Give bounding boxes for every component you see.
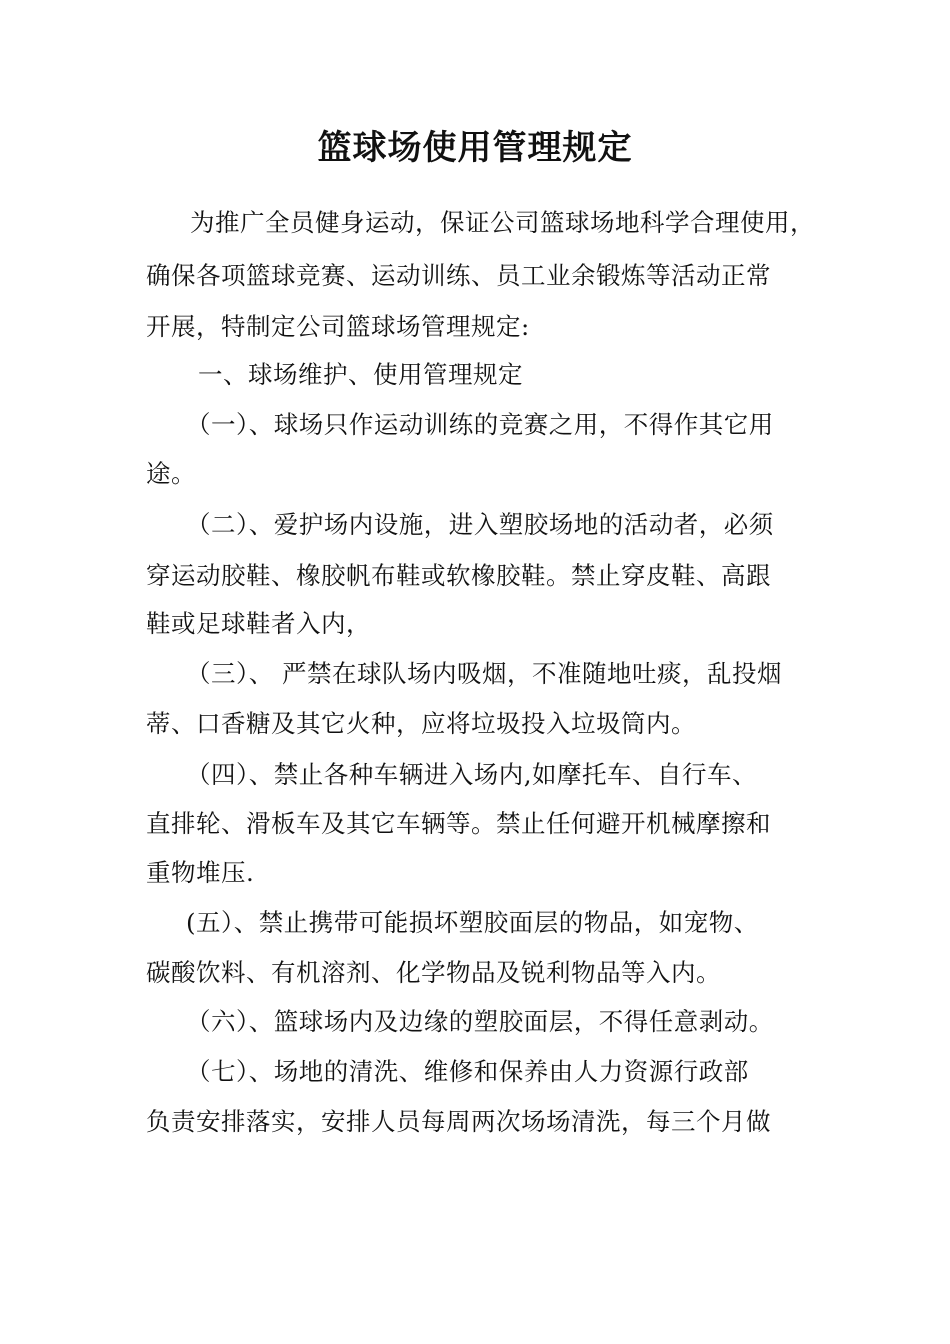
paragraph-intro-line-1: 为推广全员健身运动，保证公司篮球场地科学合理使用， [190, 208, 815, 237]
rule-3-line-1: （三）、 严禁在球队场内吸烟，不准随地吐痰，乱投烟 [186, 659, 783, 688]
rule-4-line-3: 重物堆压. [146, 858, 255, 887]
rule-1-line-2: 途。 [146, 459, 196, 488]
rule-4-line-2: 直排轮、滑板车及其它车辆等。禁止任何避开机械摩擦和 [146, 809, 771, 838]
rule-2-line-1: （二）、爱护场内设施，进入塑胶场地的活动者，必须 [186, 510, 774, 539]
section-heading-1: 一、球场维护、使用管理规定 [198, 360, 523, 389]
rule-2-line-2: 穿运动胶鞋、橡胶帆布鞋或软橡胶鞋。禁止穿皮鞋、高跟 [146, 561, 771, 590]
rule-7-line-1: （七）、场地的清洗、维修和保养由人力资源行政部 [186, 1057, 749, 1086]
paragraph-intro-line-3: 开展，特制定公司篮球场管理规定: [146, 312, 530, 341]
rule-2-line-3: 鞋或足球鞋者入内， [146, 609, 371, 638]
rule-1-line-1: （一）、球场只作运动训练的竞赛之用，不得作其它用 [186, 410, 774, 439]
rule-5-line-1: (五）、禁止携带可能损坏塑胶面层的物品，如宠物、 [186, 908, 759, 937]
paragraph-intro-line-2: 确保各项篮球竞赛、运动训练、员工业余锻炼等活动正常 [146, 261, 771, 290]
rule-5-line-2: 碳酸饮料、有机溶剂、化学物品及锐利物品等入内。 [146, 958, 721, 987]
document-title: 篮球场使用管理规定 [317, 128, 633, 168]
rule-6-line-1: （六）、篮球场内及边缘的塑胶面层，不得任意剥动。 [186, 1007, 774, 1036]
rule-3-line-2: 蒂、口香糖及其它火种，应将垃圾投入垃圾筒内。 [146, 709, 696, 738]
rule-4-line-1: （四）、禁止各种车辆进入场内,如摩托车、自行车、 [186, 760, 758, 789]
rule-7-line-2: 负责安排落实，安排人员每周两次场场清洗，每三个月做 [146, 1107, 771, 1136]
